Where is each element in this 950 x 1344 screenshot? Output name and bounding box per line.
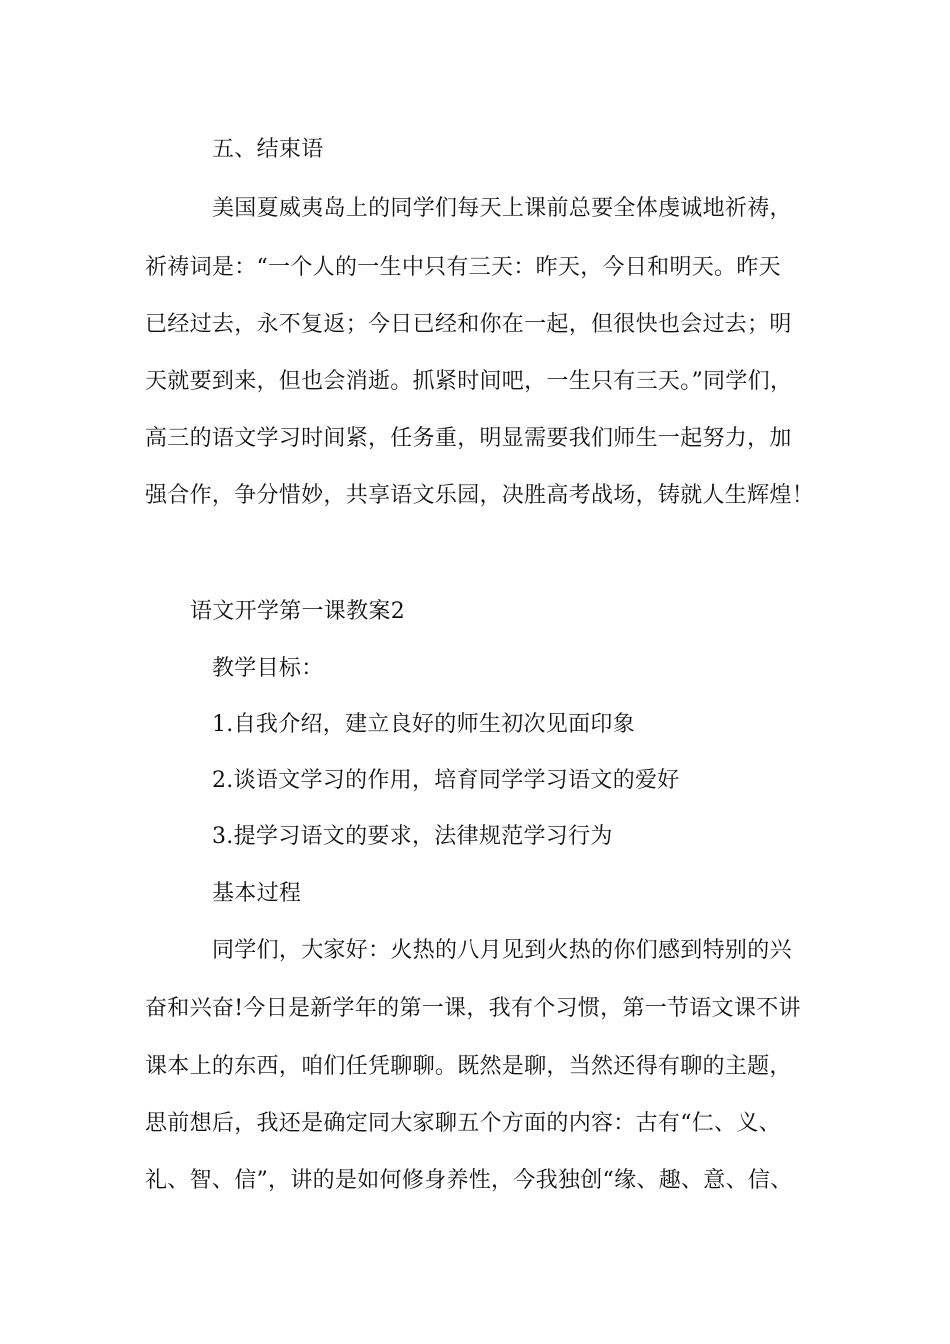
- paragraph-line: 课本上的东西，咱们任凭聊聊。既然是聊，当然还得有聊的主题，: [145, 1054, 792, 1079]
- paragraph-line: 美国夏威夷岛上的同学们每天上课前总要全体虔诚地祈祷，: [212, 196, 792, 221]
- objective-item: 2.谈语文学习的作用，培育同学学习语文的爱好: [212, 768, 680, 793]
- objective-item: 1.自我介绍，建立良好的师生初次见面印象: [212, 712, 635, 737]
- paragraph-line: 同学们，大家好：火热的八月见到火热的你们感到特别的兴: [212, 938, 792, 963]
- section-heading-closing: 五、结束语: [212, 137, 324, 162]
- paragraph-line: 思前想后，我还是确定同大家聊五个方面的内容：古有“仁、义、: [145, 1111, 781, 1136]
- paragraph-line: 祈祷词是：“一个人的一生中只有三天：昨天，今日和明天。昨天: [145, 255, 781, 280]
- paragraph-line: 强合作，争分惜妙，共享语文乐园，决胜高考战场，铸就人生辉煌！: [145, 483, 815, 508]
- paragraph-line: 高三的语文学习时间紧，任务重，明显需要我们师生一起努力，加: [145, 426, 792, 451]
- paragraph-line: 天就要到来，但也会消逝。抓紧时间吧，一生只有三天。”同学们，: [145, 369, 793, 394]
- paragraph-line: 奋和兴奋!今日是新学年的第一课，我有个习惯，第一节语文课不讲: [145, 996, 801, 1021]
- lesson-title: 语文开学第一课教案2: [190, 599, 405, 624]
- objective-item: 3.提学习语文的要求，法律规范学习行为: [212, 824, 613, 849]
- paragraph-line: 已经过去，永不复返；今日已经和你在一起，但很快也会过去；明: [145, 312, 792, 337]
- subheading-process: 基本过程: [212, 881, 302, 906]
- paragraph-line: 礼、智、信”，讲的是如何修身养性，今我独创“缘、趣、意、信、: [145, 1168, 793, 1193]
- subheading-objectives: 教学目标：: [212, 656, 324, 681]
